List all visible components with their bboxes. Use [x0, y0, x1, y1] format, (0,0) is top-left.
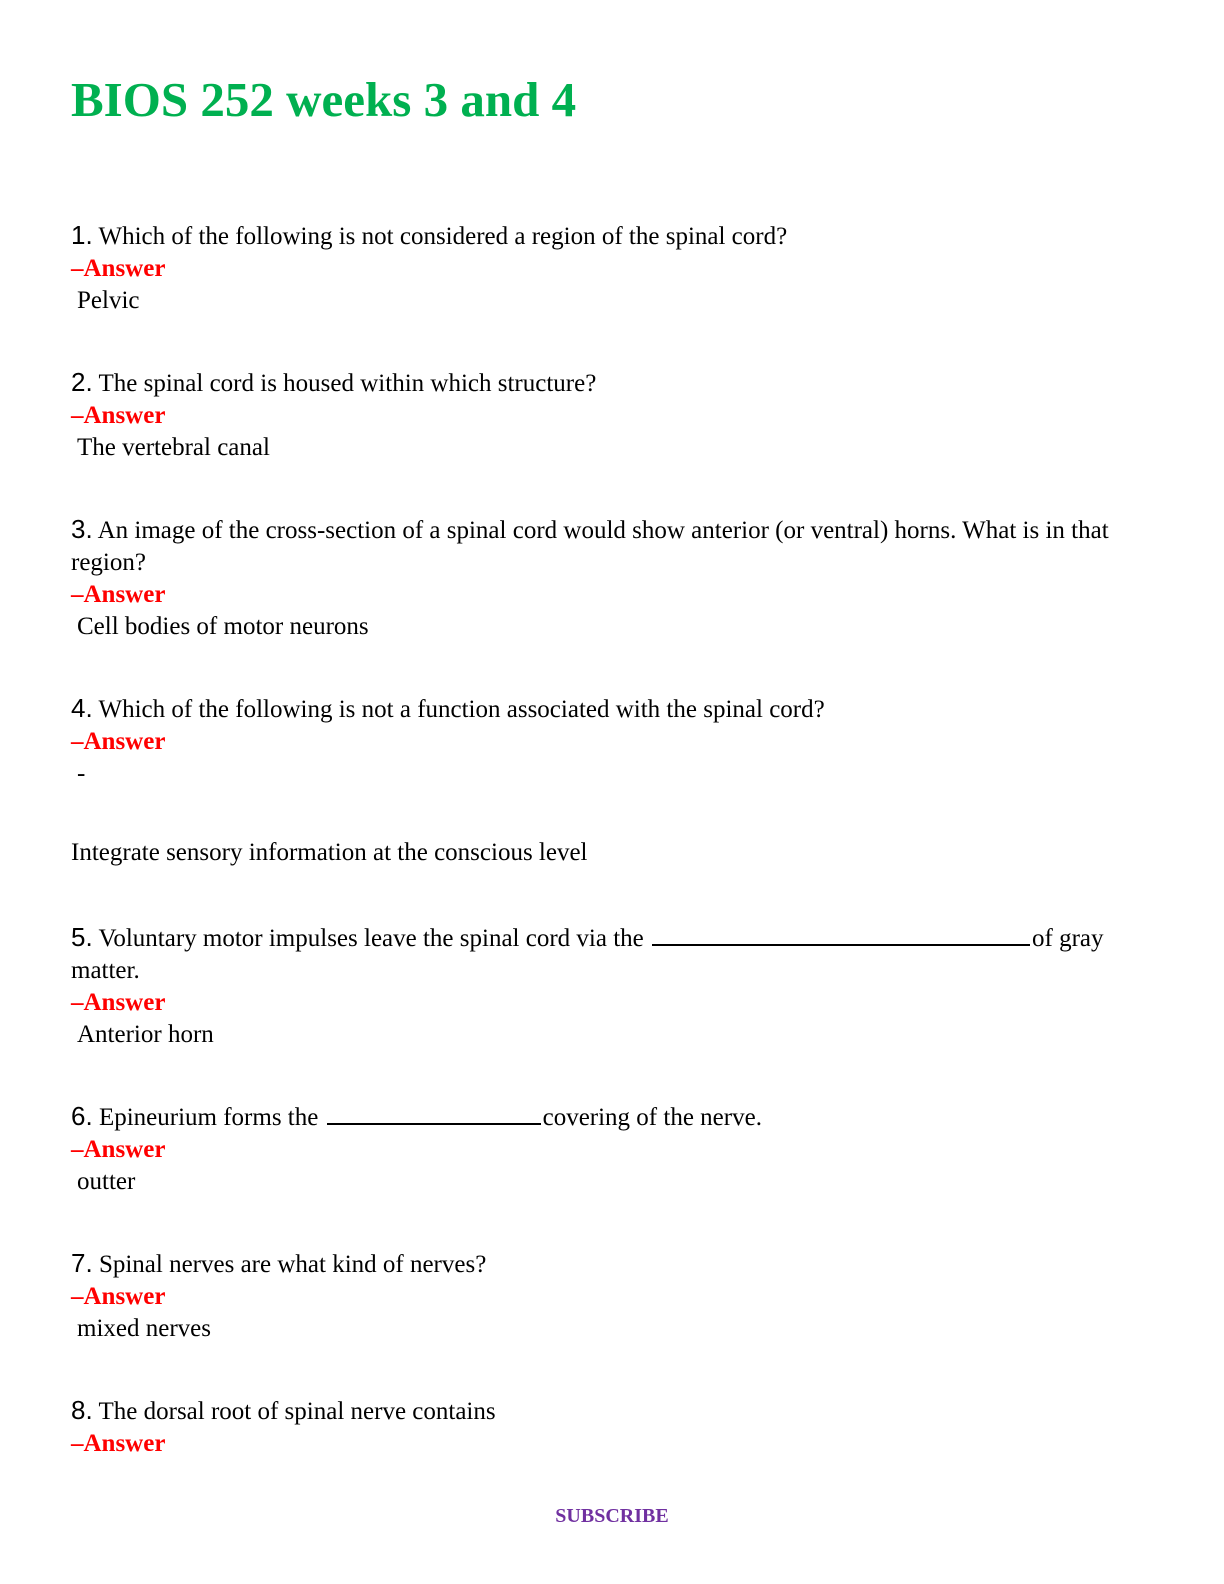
question-text	[71, 692, 1151, 726]
question-prompt: Spinal nerves are what kind of nerves?	[98, 1251, 487, 1278]
question-text	[71, 366, 1151, 400]
question-number: 8.	[71, 1395, 93, 1425]
answer-value: outter	[77, 1168, 136, 1195]
fill-in-blank	[652, 943, 1030, 946]
question-prompt-after: of gray matter.	[71, 925, 1104, 984]
question-text	[71, 1394, 1151, 1428]
subscribe-link[interactable]: SUBSCRIBE	[555, 1505, 669, 1527]
question-3	[71, 513, 1151, 643]
question-prompt-before: Epineurium forms the	[98, 1104, 319, 1131]
question-5	[71, 921, 1151, 1051]
question-4	[71, 692, 1151, 790]
question-prompt-after: covering of the nerve.	[542, 1104, 762, 1131]
answer-value: Anterior horn	[77, 1021, 214, 1048]
question-text	[71, 513, 1136, 579]
answer-label: –Answer	[71, 1430, 166, 1457]
answer-continuation: Integrate sensory information at the conscious level	[71, 839, 588, 866]
answer-value: -	[77, 760, 86, 787]
question-number: 6.	[71, 1101, 93, 1131]
answer-value: Pelvic	[77, 287, 140, 314]
answer-label: –Answer	[71, 255, 166, 282]
answer-label: –Answer	[71, 402, 166, 429]
question-text	[71, 1100, 1151, 1134]
question-text	[71, 921, 1136, 987]
question-prompt-before: Voluntary motor impulses leave the spinal cord via the	[98, 925, 644, 952]
question-8	[71, 1394, 1151, 1460]
question-prompt: Which of the following is not a function associated with the spinal cord?	[98, 696, 825, 723]
question-text	[71, 219, 1151, 253]
question-prompt: The dorsal root of spinal nerve contains	[98, 1398, 496, 1425]
answer-label: –Answer	[71, 581, 166, 608]
question-number: 7.	[71, 1248, 93, 1278]
answer-value: mixed nerves	[77, 1315, 211, 1342]
question-prompt: The spinal cord is housed within which structure?	[98, 370, 597, 397]
question-number: 1.	[71, 220, 93, 250]
answer-value: The vertebral canal	[77, 434, 270, 461]
question-text	[71, 1247, 1151, 1281]
answer-label: –Answer	[71, 1136, 166, 1163]
question-number: 2.	[71, 367, 93, 397]
question-number: 3.	[71, 514, 93, 544]
answer-label: –Answer	[71, 989, 166, 1016]
question-6	[71, 1100, 1151, 1198]
question-number: 5.	[71, 922, 93, 952]
question-prompt: Which of the following is not considered a region of the spinal cord?	[98, 223, 788, 250]
fill-in-blank	[327, 1122, 541, 1125]
question-number: 4.	[71, 693, 93, 723]
answer-label: –Answer	[71, 728, 166, 755]
answer-value: Cell bodies of motor neurons	[77, 613, 369, 640]
document-title: BIOS 252 weeks 3 and 4	[71, 72, 577, 127]
answer-label: –Answer	[71, 1283, 166, 1310]
question-1	[71, 219, 1151, 317]
question-2	[71, 366, 1151, 464]
question-prompt: An image of the cross-section of a spinal cord would show anterior (or ventral) horns. What is in that region?	[71, 517, 1109, 576]
question-7	[71, 1247, 1151, 1345]
